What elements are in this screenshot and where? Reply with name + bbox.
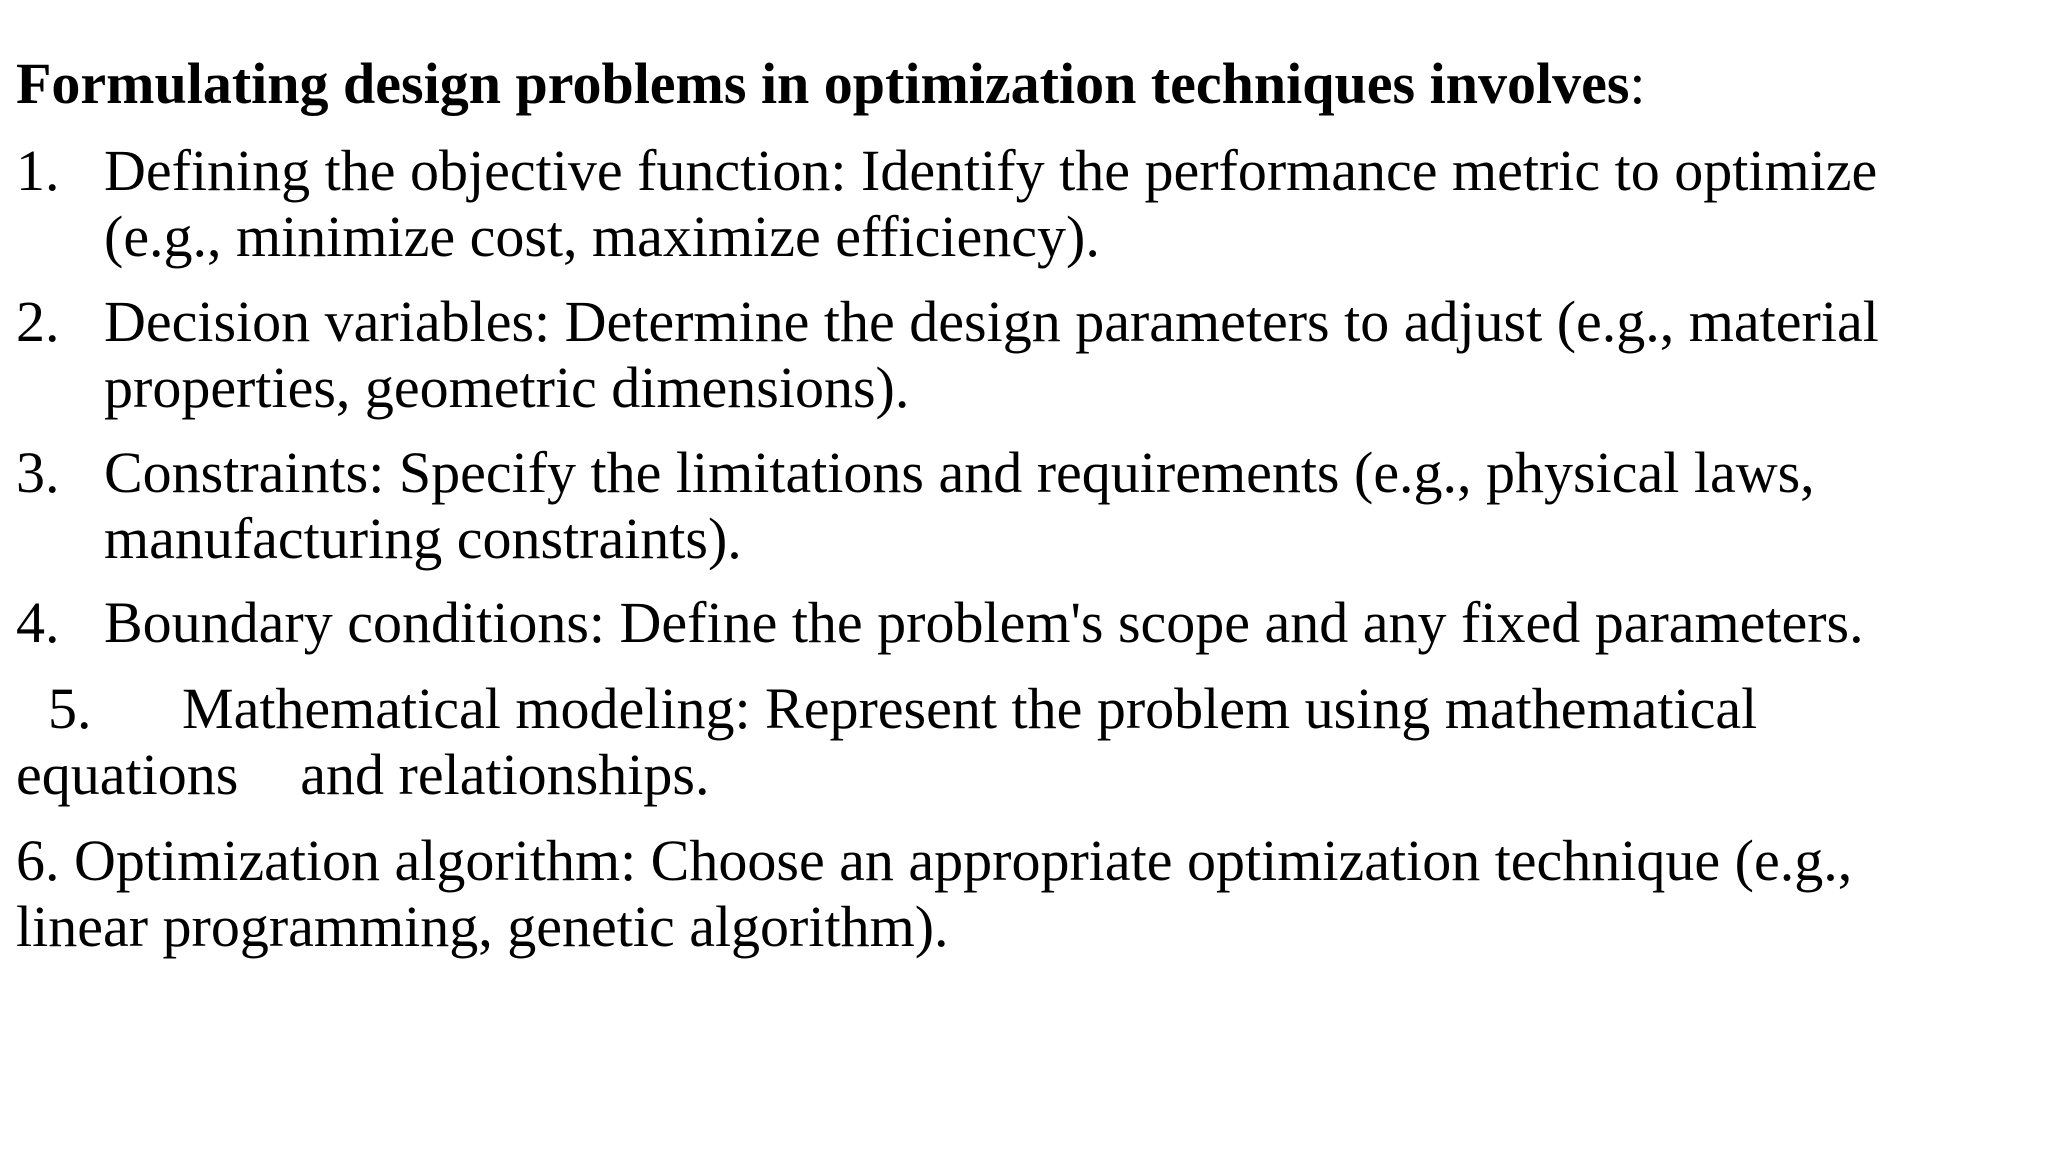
list-item-text-continuation: equations bbox=[16, 742, 239, 807]
list-item-4 bbox=[16, 590, 2004, 656]
heading-text: Formulating design problems in optimization techniques involves bbox=[16, 51, 1630, 116]
list-item-number: 3. bbox=[16, 440, 60, 505]
list-item-5-line1 bbox=[16, 676, 1956, 742]
list-item-5 bbox=[16, 676, 1956, 808]
list-item-6: 6. Optimization algorithm: Choose an appropriate optimization technique (e.g., linear programming, genetic algorithm). bbox=[16, 828, 1853, 959]
list-item-2 bbox=[16, 289, 2004, 421]
list-item-text-continuation: and relationships. bbox=[300, 742, 710, 807]
list-item-text: Decision variables: Determine the design parameters to adjust (e.g., material properties, geometric dimensions). bbox=[104, 289, 1879, 420]
list-item-3 bbox=[16, 440, 2004, 572]
list-item-text: Defining the objective function: Identify the performance metric to optimize (e.g., minimize cost, maximize efficiency). bbox=[104, 138, 1878, 269]
list-item-1 bbox=[16, 138, 2004, 270]
list-item-text: Constraints: Specify the limitations and requirements (e.g., physical laws, manufacturing constraints). bbox=[104, 440, 1815, 571]
list-item-number: 4. bbox=[16, 590, 60, 655]
heading-colon: : bbox=[1629, 51, 1646, 116]
slide-heading bbox=[16, 50, 1646, 118]
list-item-number: 2. bbox=[16, 289, 60, 354]
list-item-number: 5. bbox=[48, 676, 92, 741]
list-item-5-line2 bbox=[16, 742, 1956, 808]
list-item-text: Boundary conditions: Define the problem's scope and any fixed parameters. bbox=[104, 590, 1864, 655]
list-item-text: Mathematical modeling: Represent the problem using mathematical bbox=[182, 676, 1758, 741]
list-item-number: 1. bbox=[16, 138, 60, 203]
